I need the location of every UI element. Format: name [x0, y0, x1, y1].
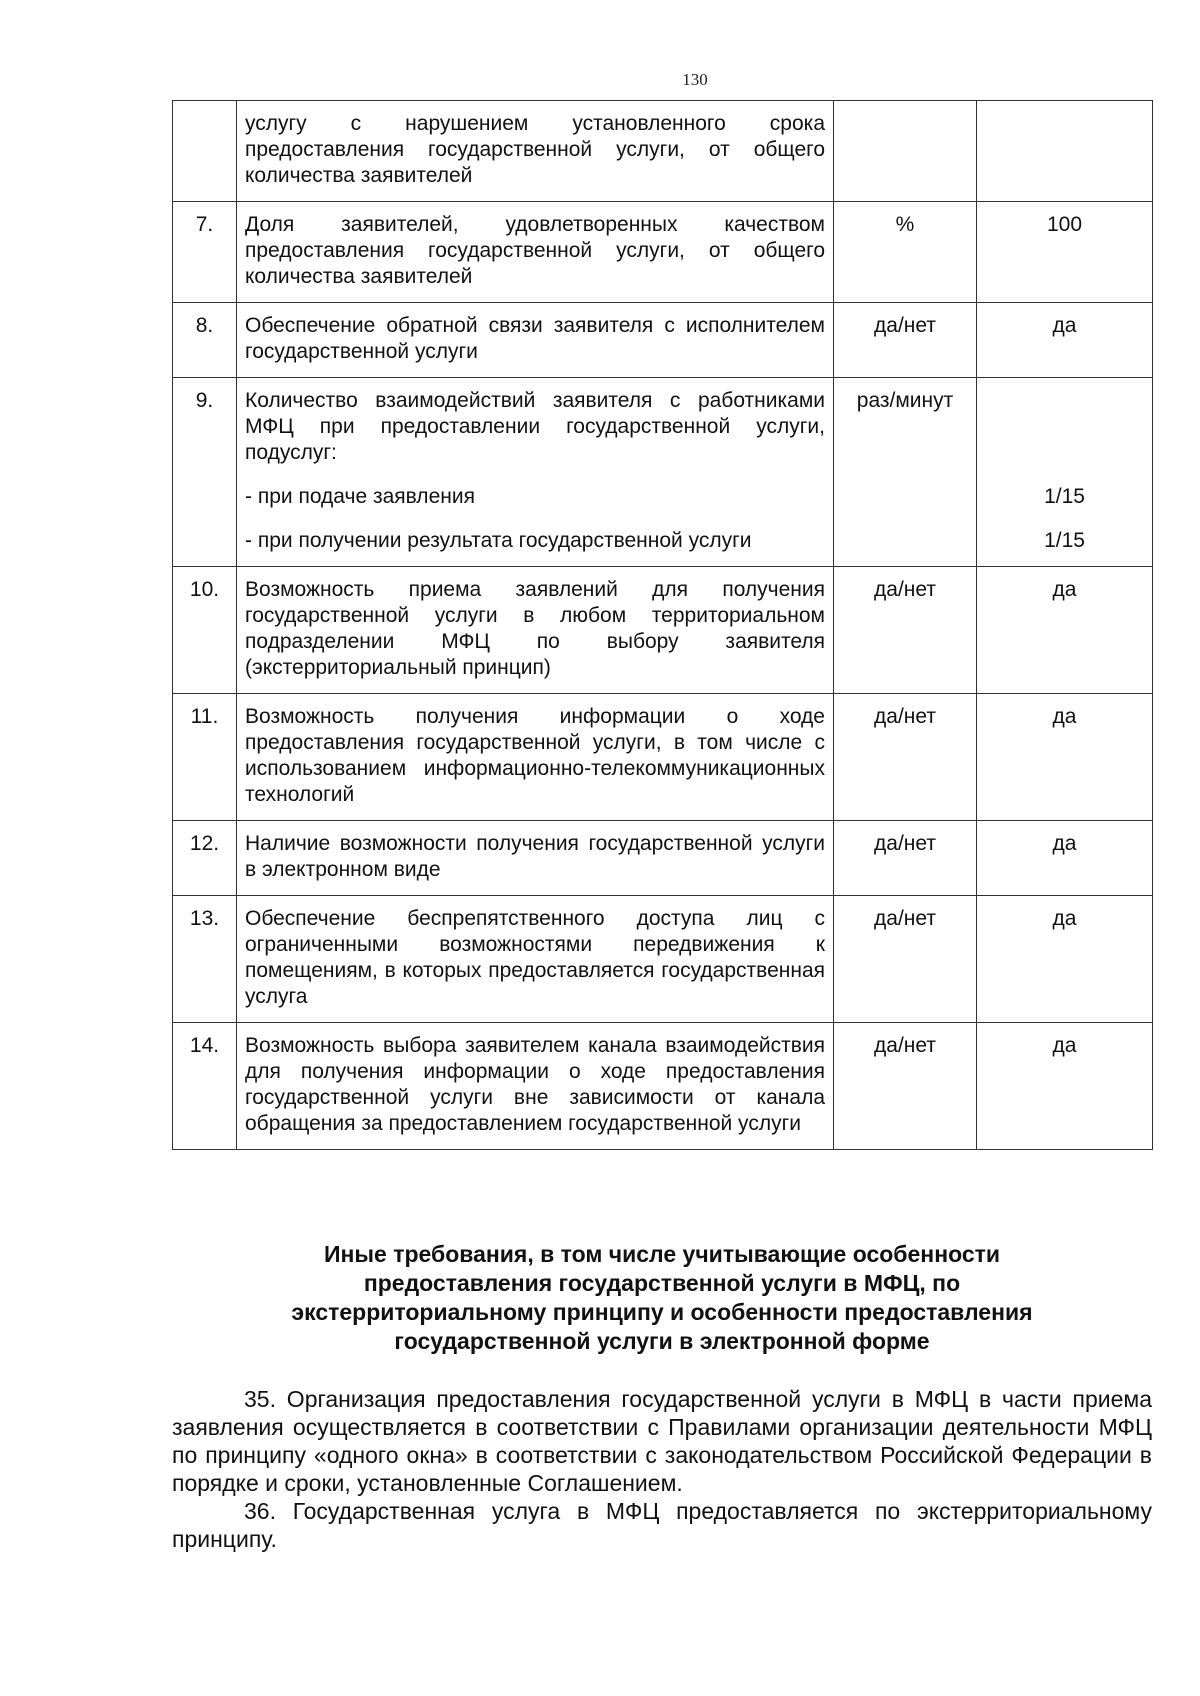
table-row [173, 1023, 1153, 1150]
row-number: 10. [173, 567, 237, 694]
row-number: 9. [173, 378, 237, 567]
indicator-name: Возможность приема заявлений для получения государственной услуги в любом территориальном подразделении МФЦ по выбору заявителя (экстерриториальный принцип) [237, 567, 834, 694]
table-row [173, 821, 1153, 896]
sub-item-result: - при получении результата государственной услуги [245, 529, 752, 552]
unit-of-measure: да/нет [834, 896, 977, 1023]
row-number [173, 101, 237, 202]
normative-value: да [977, 821, 1153, 896]
normative-value-cell [977, 378, 1153, 567]
indicator-name: услугу с нарушением установленного срока предоставления государственной услуги, от общего количества заявителей [237, 101, 834, 202]
normative-value: да [977, 896, 1153, 1023]
indicator-name: Количество взаимодействий заявителя с работниками МФЦ при предоставлении государственной услуги, подуслуг: [245, 389, 825, 464]
sub-value-submission: 1/15 [1044, 485, 1085, 508]
unit-of-measure [834, 101, 977, 202]
indicator-name: Возможность выбора заявителем канала взаимодействия для получения информации о ходе предоставления государственной услуги вне зависимости от канала обращения за предоставлением государственной услуги [237, 1023, 834, 1150]
row-number: 13. [173, 896, 237, 1023]
paragraph-36: 36. Государственная услуга в МФЦ предоставляется по экстерриториальному принципу. [172, 1498, 1152, 1552]
unit-of-measure: да/нет [834, 694, 977, 821]
indicator-name-cell [237, 378, 834, 567]
unit-of-measure: да/нет [834, 567, 977, 694]
indicator-name: Доля заявителей, удовлетворенных качеством предоставления государственной услуги, от общего количества заявителей [237, 202, 834, 303]
row-number: 14. [173, 1023, 237, 1150]
table-row [173, 378, 1153, 567]
paragraph-35: 35. Организация предоставления государственной услуги в МФЦ в части приема заявления осуществляется в соответствии с Правилами организации деятельности МФЦ по принципу «одного окна» в соответствии с законодательством Российской Федерации в порядке и сроки, установленные Соглашением. [172, 1386, 1152, 1496]
heading-line: предоставления государственной услуги в МФЦ, по [363, 1270, 961, 1296]
section-heading [172, 1240, 1152, 1356]
table-row [173, 896, 1153, 1023]
normative-value: 100 [977, 202, 1153, 303]
normative-value [977, 101, 1153, 202]
table-row [173, 694, 1153, 821]
table-row [173, 303, 1153, 378]
row-number: 12. [173, 821, 237, 896]
heading-line: государственной услуги в электронной форме [394, 1328, 930, 1354]
indicator-name: Обеспечение беспрепятственного доступа лиц с ограниченными возможностями передвижения к помещениям, в которых предоставляется государственная услуга [237, 896, 834, 1023]
indicator-name: Наличие возможности получения государственной услуги в электронном виде [237, 821, 834, 896]
normative-value: да [977, 694, 1153, 821]
normative-value: да [977, 567, 1153, 694]
table-row [173, 101, 1153, 202]
row-number: 7. [173, 202, 237, 303]
page-number: 130 [682, 70, 708, 89]
unit-of-measure: да/нет [834, 1023, 977, 1150]
body-text [172, 1385, 1152, 1553]
row-number: 8. [173, 303, 237, 378]
spacer [985, 388, 1144, 466]
heading-line: Иные требования, в том числе учитывающие особенности [323, 1241, 1001, 1267]
unit-of-measure: % [834, 202, 977, 303]
indicator-name: Возможность получения информации о ходе предоставления государственной услуги, в том числе с использованием информационно-телекоммуникационных технологий [237, 694, 834, 821]
sub-item-submission: - при подаче заявления [245, 485, 475, 508]
unit-of-measure: да/нет [834, 303, 977, 378]
normative-value: да [977, 303, 1153, 378]
table-row [173, 202, 1153, 303]
unit-of-measure: да/нет [834, 821, 977, 896]
indicators-table [172, 100, 1153, 1150]
sub-value-result: 1/15 [1044, 529, 1085, 552]
table-row [173, 567, 1153, 694]
indicator-name: Обеспечение обратной связи заявителя с исполнителем государственной услуги [237, 303, 834, 378]
heading-line: экстерриториальному принципу и особенности предоставления [291, 1299, 1033, 1325]
normative-value: да [977, 1023, 1153, 1150]
unit-of-measure: раз/минут [834, 378, 977, 567]
row-number: 11. [173, 694, 237, 821]
